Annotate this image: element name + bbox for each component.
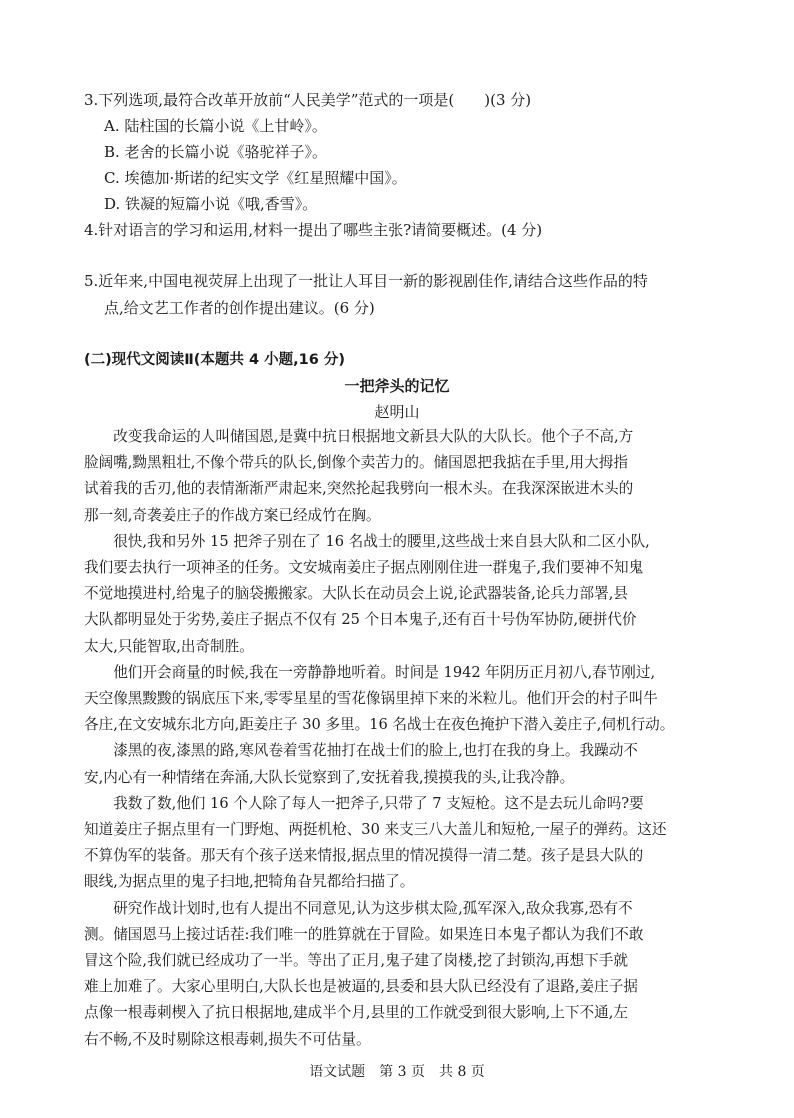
article-line: 太大,只能智取,出奇制胜。	[84, 637, 254, 655]
question-3-stem: 3.下列选项,最符合改革开放前“人民美学”范式的一项是( )(3 分)	[84, 91, 532, 109]
article-line: 难上加难了。大家心里明白,大队长也是被逼的,县委和县大队已经没有了退路,姜庄子据	[84, 978, 638, 996]
article-line: 大队都明显处于劣势,姜庄子据点不仅有 25 个日本鬼子,还有百十号伪军协防,硬拼代价	[84, 611, 637, 629]
article-line: 那一刻,奇袭姜庄子的作战方案已经成竹在胸。	[84, 506, 381, 524]
article-line: 改变我命运的人叫储国恩,是冀中抗日根据地文新县大队的大队长。他个子不高,方	[84, 428, 634, 445]
article-line: 试着我的舌刃,他的表情渐渐严肃起来,突然抡起我劈向一根木头。在我深深嵌进木头的	[84, 480, 634, 498]
article-line: 眼线,为据点里的鬼子扫地,把犄角旮旯都给扫描了。	[84, 873, 415, 891]
question-3-option-b: B. 老舍的长篇小说《骆驼祥子》。	[104, 143, 328, 161]
article-line: 测。储国恩马上接过话茬:我们唯一的胜算就在于冒险。如果连日本鬼子都认为我们不敢	[84, 925, 644, 943]
article-line: 点像一根毒刺楔入了抗日根据地,建成半个月,县里的工作就受到很大影响,上下不通,左	[84, 1004, 628, 1022]
question-3-option-c: C. 埃德加·斯诺的纪实文学《红星照耀中国》。	[104, 169, 407, 187]
page-footer: 语文试题 第 3 页 共 8 页	[309, 1064, 485, 1080]
question-3-option-d: D. 铁凝的短篇小说《哦,香雪》。	[104, 195, 318, 213]
article-line: 冒这个险,我们就已经成功了一半。等出了正月,鬼子建了岗楼,挖了封锁沟,再想下手就	[84, 952, 628, 969]
article-line: 漆黑的夜,漆黑的路,寒风卷着雪花抽打在战士们的脸上,也打在我的身上。我躁动不	[84, 742, 638, 760]
article-line: 我数了数,他们 16 个人除了每人一把斧子,只带了 7 支短枪。这不是去玩儿命吗?要	[84, 794, 644, 812]
question-4: 4.针对语言的学习和运用,材料一提出了哪些主张?请简要概述。(4 分)	[84, 221, 543, 239]
article-line: 不算伪军的装备。那天有个孩子送来情报,据点里的情况摸得一清二楚。孩子是县大队的	[84, 847, 644, 865]
article-line: 各庄,在文安城东北方向,距姜庄子 30 多里。16 名战士在夜色掩护下潜入姜庄子,伺机行动。	[84, 716, 675, 734]
article-author: 赵明山	[374, 403, 420, 421]
section-heading: (二)现代文阅读Ⅱ(本题共 4 小题,16 分)	[84, 352, 345, 368]
question-5-line-1: 5.近年来,中国电视荧屏上出现了一批让人耳目一新的影视剧佳作,请结合这些作品的特	[84, 272, 648, 290]
article-line: 知道姜庄子据点里有一门野炮、两挺机枪、30 来支三八大盖儿和短枪,一屋子的弹药。这还	[84, 821, 667, 838]
article-line: 天空像黑黢黢的锅底压下来,零零星星的雪花像锅里掉下来的米粒儿。他们开会的村子叫牛	[84, 690, 658, 707]
article-line: 脸阔嘴,黝黑粗壮,不像个带兵的队长,倒像个卖苦力的。储国恩把我掂在手里,用大拇指	[84, 454, 628, 472]
article-line: 不觉地摸进村,给鬼子的脑袋搬搬家。大队长在动员会上说,论武器装备,论兵力部署,县	[84, 585, 628, 603]
article-line: 研究作战计划时,也有人提出不同意见,认为这步棋太险,孤军深入,敌众我寡,恐有不	[84, 899, 633, 917]
article-line: 安,内心有一种情绪在奔涌,大队长觉察到了,安抚着我,摸摸我的头,让我冷静。	[84, 768, 575, 786]
article-title: 一把斧头的记忆	[344, 377, 450, 395]
article-line: 他们开会商量的时候,我在一旁静静地听着。时间是 1942 年阴历正月初八,春节刚过,	[84, 663, 656, 681]
article-line: 右不畅,不及时剔除这根毒刺,损失不可估量。	[84, 1030, 371, 1048]
question-5-line-2: 点,给文艺工作者的创作提出建议。(6 分)	[104, 299, 375, 317]
question-3-option-a: A. 陆柱国的长篇小说《上甘岭》。	[104, 117, 327, 135]
article-line: 我们要去执行一项神圣的任务。文安城南姜庄子据点刚刚住进一群鬼子,我们要神不知鬼	[84, 559, 644, 576]
article-line: 很快,我和另外 15 把斧子别在了 16 名战士的腰里,这些战士来自县大队和二区小队,	[84, 532, 650, 550]
